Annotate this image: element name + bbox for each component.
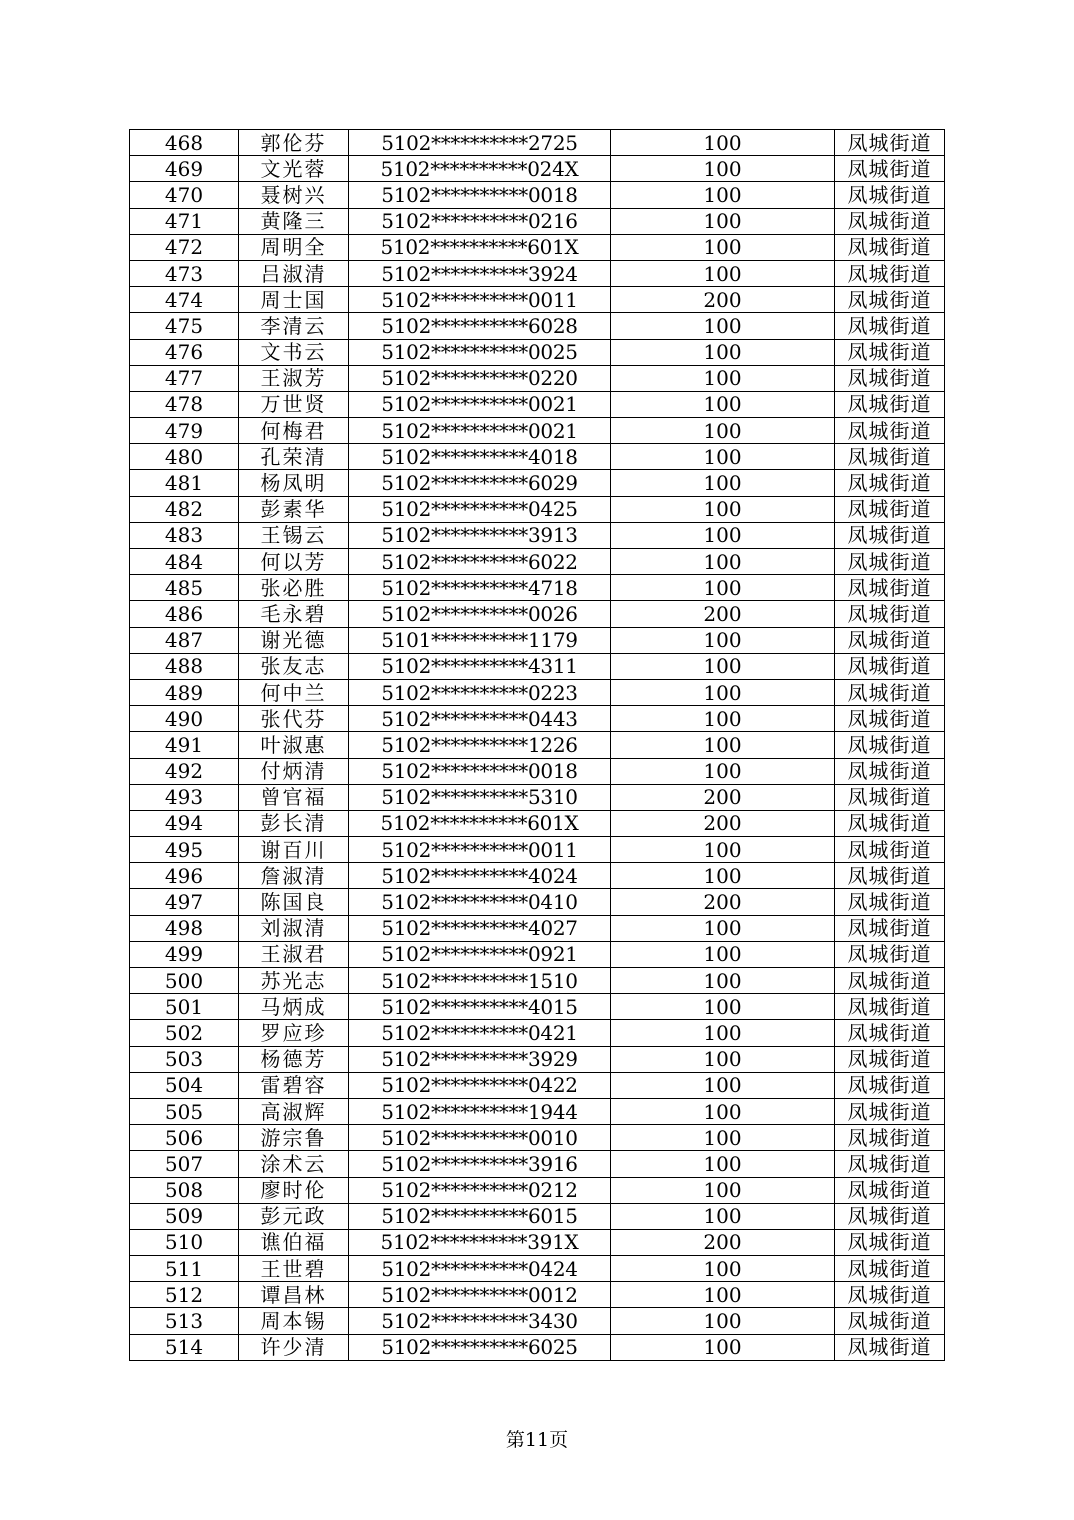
table-row [130, 1020, 945, 1046]
id-number-cell: 5102**********1944 [349, 1098, 611, 1124]
table-row [130, 1229, 945, 1255]
id-number-cell: 5102**********0011 [349, 287, 611, 313]
name-cell: 廖时伦 [239, 1177, 349, 1203]
table-row [130, 549, 945, 575]
name-cell: 聂树兴 [239, 182, 349, 208]
area-cell: 凤城街道 [835, 549, 945, 575]
table-row [130, 470, 945, 496]
name-cell: 游宗鲁 [239, 1125, 349, 1151]
area-cell: 凤城街道 [835, 287, 945, 313]
amount-cell: 100 [611, 941, 835, 967]
page-number: 第11页 [505, 1429, 569, 1451]
table-row [130, 915, 945, 941]
amount-cell: 200 [611, 889, 835, 915]
id-number-cell: 5102**********0410 [349, 889, 611, 915]
table-row [130, 1177, 945, 1203]
name-cell: 张代芬 [239, 706, 349, 732]
row-number-cell: 495 [130, 837, 239, 863]
id-number-cell: 5102**********0220 [349, 365, 611, 391]
area-cell: 凤城街道 [835, 234, 945, 260]
id-number-cell: 5102**********0025 [349, 339, 611, 365]
name-cell: 马炳成 [239, 994, 349, 1020]
name-cell: 杨凤明 [239, 470, 349, 496]
area-cell: 凤城街道 [835, 968, 945, 994]
amount-cell: 100 [611, 1177, 835, 1203]
amount-cell: 100 [611, 653, 835, 679]
name-cell: 张必胜 [239, 575, 349, 601]
area-cell: 凤城街道 [835, 706, 945, 732]
amount-cell: 100 [611, 549, 835, 575]
id-number-cell: 5102**********601X [349, 234, 611, 260]
id-number-cell: 5102**********0018 [349, 758, 611, 784]
amount-cell: 100 [611, 1203, 835, 1229]
table-row [130, 575, 945, 601]
area-cell: 凤城街道 [835, 313, 945, 339]
name-cell: 周本锡 [239, 1308, 349, 1334]
table-row [130, 260, 945, 286]
amount-cell: 100 [611, 968, 835, 994]
row-number-cell: 470 [130, 182, 239, 208]
amount-cell: 100 [611, 1334, 835, 1360]
table-row [130, 863, 945, 889]
id-number-cell: 5102**********0010 [349, 1125, 611, 1151]
id-number-cell: 5102**********0425 [349, 496, 611, 522]
amount-cell: 100 [611, 1020, 835, 1046]
table-row [130, 444, 945, 470]
name-cell: 彭素华 [239, 496, 349, 522]
row-number-cell: 506 [130, 1125, 239, 1151]
name-cell: 刘淑清 [239, 915, 349, 941]
name-cell: 周士国 [239, 287, 349, 313]
name-cell: 李清云 [239, 313, 349, 339]
row-number-cell: 496 [130, 863, 239, 889]
name-cell: 王淑君 [239, 941, 349, 967]
id-number-cell: 5102**********0021 [349, 391, 611, 417]
id-number-cell: 5102**********4015 [349, 994, 611, 1020]
id-number-cell: 5102**********3430 [349, 1308, 611, 1334]
area-cell: 凤城街道 [835, 444, 945, 470]
id-number-cell: 5102**********0012 [349, 1282, 611, 1308]
amount-cell: 100 [611, 418, 835, 444]
row-number-cell: 477 [130, 365, 239, 391]
row-number-cell: 509 [130, 1203, 239, 1229]
name-cell: 郭伦芬 [239, 130, 349, 156]
id-number-cell: 5102**********1226 [349, 732, 611, 758]
id-number-cell: 5102**********6029 [349, 470, 611, 496]
name-cell: 周明全 [239, 234, 349, 260]
area-cell: 凤城街道 [835, 758, 945, 784]
row-number-cell: 511 [130, 1256, 239, 1282]
table-row [130, 1098, 945, 1124]
name-cell: 谢光德 [239, 627, 349, 653]
area-cell: 凤城街道 [835, 156, 945, 182]
id-number-cell: 5102**********6028 [349, 313, 611, 339]
name-cell: 何中兰 [239, 679, 349, 705]
name-cell: 詹淑清 [239, 863, 349, 889]
area-cell: 凤城街道 [835, 522, 945, 548]
id-number-cell: 5102**********3913 [349, 522, 611, 548]
row-number-cell: 484 [130, 549, 239, 575]
row-number-cell: 486 [130, 601, 239, 627]
row-number-cell: 482 [130, 496, 239, 522]
id-number-cell: 5102**********3929 [349, 1046, 611, 1072]
amount-cell: 100 [611, 1256, 835, 1282]
name-cell: 张友志 [239, 653, 349, 679]
name-cell: 罗应珍 [239, 1020, 349, 1046]
row-number-cell: 493 [130, 784, 239, 810]
name-cell: 付炳清 [239, 758, 349, 784]
amount-cell: 100 [611, 706, 835, 732]
area-cell: 凤城街道 [835, 182, 945, 208]
area-cell: 凤城街道 [835, 915, 945, 941]
table-row [130, 391, 945, 417]
amount-cell: 100 [611, 863, 835, 889]
name-cell: 杨德芳 [239, 1046, 349, 1072]
area-cell: 凤城街道 [835, 1203, 945, 1229]
name-cell: 吕淑清 [239, 260, 349, 286]
name-cell: 曾官福 [239, 784, 349, 810]
table-row [130, 234, 945, 260]
table-row [130, 365, 945, 391]
row-number-cell: 504 [130, 1072, 239, 1098]
amount-cell: 100 [611, 1072, 835, 1098]
name-cell: 许少清 [239, 1334, 349, 1360]
row-number-cell: 472 [130, 234, 239, 260]
area-cell: 凤城街道 [835, 391, 945, 417]
name-cell: 雷碧容 [239, 1072, 349, 1098]
name-cell: 苏光志 [239, 968, 349, 994]
area-cell: 凤城街道 [835, 627, 945, 653]
amount-cell: 100 [611, 260, 835, 286]
id-number-cell: 5102**********4027 [349, 915, 611, 941]
name-cell: 涂术云 [239, 1151, 349, 1177]
id-number-cell: 5102**********024X [349, 156, 611, 182]
row-number-cell: 502 [130, 1020, 239, 1046]
table-row [130, 1072, 945, 1098]
amount-cell: 100 [611, 1046, 835, 1072]
row-number-cell: 476 [130, 339, 239, 365]
area-cell: 凤城街道 [835, 1229, 945, 1255]
amount-cell: 100 [611, 182, 835, 208]
area-cell: 凤城街道 [835, 994, 945, 1020]
area-cell: 凤城街道 [835, 1308, 945, 1334]
table-row [130, 522, 945, 548]
id-number-cell: 5102**********4024 [349, 863, 611, 889]
table-row [130, 601, 945, 627]
table-row [130, 1151, 945, 1177]
row-number-cell: 514 [130, 1334, 239, 1360]
area-cell: 凤城街道 [835, 1046, 945, 1072]
name-cell: 王世碧 [239, 1256, 349, 1282]
name-cell: 高淑辉 [239, 1098, 349, 1124]
name-cell: 叶淑惠 [239, 732, 349, 758]
amount-cell: 100 [611, 679, 835, 705]
row-number-cell: 479 [130, 418, 239, 444]
row-number-cell: 483 [130, 522, 239, 548]
table-row [130, 732, 945, 758]
amount-cell: 100 [611, 444, 835, 470]
id-number-cell: 5102**********4311 [349, 653, 611, 679]
name-cell: 谭昌林 [239, 1282, 349, 1308]
amount-cell: 100 [611, 365, 835, 391]
amount-cell: 100 [611, 1308, 835, 1334]
id-number-cell: 5102**********391X [349, 1229, 611, 1255]
row-number-cell: 469 [130, 156, 239, 182]
area-cell: 凤城街道 [835, 496, 945, 522]
row-number-cell: 499 [130, 941, 239, 967]
table-row [130, 653, 945, 679]
table-row [130, 941, 945, 967]
amount-cell: 100 [611, 339, 835, 365]
amount-cell: 100 [611, 1098, 835, 1124]
area-cell: 凤城街道 [835, 260, 945, 286]
row-number-cell: 488 [130, 653, 239, 679]
table-row [130, 837, 945, 863]
id-number-cell: 5102**********6015 [349, 1203, 611, 1229]
area-cell: 凤城街道 [835, 1151, 945, 1177]
table-row [130, 339, 945, 365]
id-number-cell: 5102**********0921 [349, 941, 611, 967]
id-number-cell: 5102**********1510 [349, 968, 611, 994]
amount-cell: 100 [611, 915, 835, 941]
area-cell: 凤城街道 [835, 470, 945, 496]
name-cell: 彭元政 [239, 1203, 349, 1229]
table-row [130, 1256, 945, 1282]
area-cell: 凤城街道 [835, 601, 945, 627]
amount-cell: 100 [611, 1125, 835, 1151]
name-cell: 黄隆三 [239, 208, 349, 234]
row-number-cell: 485 [130, 575, 239, 601]
name-cell: 陈国良 [239, 889, 349, 915]
row-number-cell: 501 [130, 994, 239, 1020]
row-number-cell: 503 [130, 1046, 239, 1072]
area-cell: 凤城街道 [835, 208, 945, 234]
row-number-cell: 490 [130, 706, 239, 732]
area-cell: 凤城街道 [835, 732, 945, 758]
area-cell: 凤城街道 [835, 1125, 945, 1151]
row-number-cell: 500 [130, 968, 239, 994]
area-cell: 凤城街道 [835, 653, 945, 679]
name-cell: 何梅君 [239, 418, 349, 444]
row-number-cell: 474 [130, 287, 239, 313]
table-row [130, 156, 945, 182]
amount-cell: 100 [611, 234, 835, 260]
id-number-cell: 5102**********0018 [349, 182, 611, 208]
amount-cell: 100 [611, 994, 835, 1020]
table-row [130, 1334, 945, 1360]
area-cell: 凤城街道 [835, 1072, 945, 1098]
table-row [130, 418, 945, 444]
table-row [130, 496, 945, 522]
name-cell: 何以芳 [239, 549, 349, 575]
row-number-cell: 468 [130, 130, 239, 156]
id-number-cell: 5102**********4018 [349, 444, 611, 470]
amount-cell: 100 [611, 313, 835, 339]
id-number-cell: 5102**********0223 [349, 679, 611, 705]
amount-cell: 200 [611, 810, 835, 836]
row-number-cell: 510 [130, 1229, 239, 1255]
row-number-cell: 497 [130, 889, 239, 915]
row-number-cell: 498 [130, 915, 239, 941]
table-row [130, 889, 945, 915]
area-cell: 凤城街道 [835, 837, 945, 863]
row-number-cell: 512 [130, 1282, 239, 1308]
area-cell: 凤城街道 [835, 941, 945, 967]
name-cell: 王淑芳 [239, 365, 349, 391]
amount-cell: 200 [611, 287, 835, 313]
table-row [130, 313, 945, 339]
area-cell: 凤城街道 [835, 339, 945, 365]
amount-cell: 100 [611, 1151, 835, 1177]
area-cell: 凤城街道 [835, 1020, 945, 1046]
id-number-cell: 5102**********3916 [349, 1151, 611, 1177]
name-cell: 毛永碧 [239, 601, 349, 627]
row-number-cell: 471 [130, 208, 239, 234]
row-number-cell: 491 [130, 732, 239, 758]
name-cell: 彭长清 [239, 810, 349, 836]
id-number-cell: 5102**********0021 [349, 418, 611, 444]
id-number-cell: 5102**********6022 [349, 549, 611, 575]
id-number-cell: 5101**********1179 [349, 627, 611, 653]
amount-cell: 100 [611, 732, 835, 758]
table-row [130, 810, 945, 836]
table-row [130, 208, 945, 234]
amount-cell: 100 [611, 758, 835, 784]
roster-table [129, 129, 945, 1361]
row-number-cell: 489 [130, 679, 239, 705]
area-cell: 凤城街道 [835, 679, 945, 705]
table-row [130, 679, 945, 705]
amount-cell: 200 [611, 1229, 835, 1255]
row-number-cell: 481 [130, 470, 239, 496]
area-cell: 凤城街道 [835, 784, 945, 810]
table-row [130, 627, 945, 653]
row-number-cell: 494 [130, 810, 239, 836]
id-number-cell: 5102**********3924 [349, 260, 611, 286]
name-cell: 王锡云 [239, 522, 349, 548]
name-cell: 文光蓉 [239, 156, 349, 182]
id-number-cell: 5102**********0422 [349, 1072, 611, 1098]
id-number-cell: 5102**********601X [349, 810, 611, 836]
table-row [130, 1282, 945, 1308]
name-cell: 孔荣清 [239, 444, 349, 470]
amount-cell: 100 [611, 130, 835, 156]
table-row [130, 968, 945, 994]
row-number-cell: 492 [130, 758, 239, 784]
row-number-cell: 475 [130, 313, 239, 339]
amount-cell: 200 [611, 601, 835, 627]
table-row [130, 287, 945, 313]
id-number-cell: 5102**********4718 [349, 575, 611, 601]
amount-cell: 100 [611, 1282, 835, 1308]
table-row [130, 1203, 945, 1229]
area-cell: 凤城街道 [835, 1098, 945, 1124]
id-number-cell: 5102**********0424 [349, 1256, 611, 1282]
amount-cell: 100 [611, 156, 835, 182]
amount-cell: 100 [611, 470, 835, 496]
name-cell: 文书云 [239, 339, 349, 365]
table-row [130, 130, 945, 156]
table-row [130, 706, 945, 732]
area-cell: 凤城街道 [835, 1256, 945, 1282]
area-cell: 凤城街道 [835, 365, 945, 391]
id-number-cell: 5102**********2725 [349, 130, 611, 156]
area-cell: 凤城街道 [835, 889, 945, 915]
id-number-cell: 5102**********5310 [349, 784, 611, 810]
amount-cell: 100 [611, 208, 835, 234]
amount-cell: 100 [611, 575, 835, 601]
amount-cell: 100 [611, 496, 835, 522]
amount-cell: 100 [611, 391, 835, 417]
name-cell: 谯伯福 [239, 1229, 349, 1255]
table-row [130, 182, 945, 208]
row-number-cell: 508 [130, 1177, 239, 1203]
row-number-cell: 478 [130, 391, 239, 417]
id-number-cell: 5102**********6025 [349, 1334, 611, 1360]
area-cell: 凤城街道 [835, 1334, 945, 1360]
table-row [130, 1046, 945, 1072]
row-number-cell: 507 [130, 1151, 239, 1177]
area-cell: 凤城街道 [835, 575, 945, 601]
name-cell: 谢百川 [239, 837, 349, 863]
row-number-cell: 513 [130, 1308, 239, 1334]
table-row [130, 784, 945, 810]
id-number-cell: 5102**********0026 [349, 601, 611, 627]
id-number-cell: 5102**********0443 [349, 706, 611, 732]
roster-table-body [130, 130, 945, 1361]
area-cell: 凤城街道 [835, 418, 945, 444]
table-row [130, 994, 945, 1020]
amount-cell: 100 [611, 627, 835, 653]
area-cell: 凤城街道 [835, 1282, 945, 1308]
area-cell: 凤城街道 [835, 863, 945, 889]
table-row [130, 1125, 945, 1151]
amount-cell: 100 [611, 522, 835, 548]
amount-cell: 100 [611, 837, 835, 863]
id-number-cell: 5102**********0011 [349, 837, 611, 863]
row-number-cell: 480 [130, 444, 239, 470]
area-cell: 凤城街道 [835, 1177, 945, 1203]
table-row [130, 1308, 945, 1334]
row-number-cell: 473 [130, 260, 239, 286]
area-cell: 凤城街道 [835, 130, 945, 156]
area-cell: 凤城街道 [835, 810, 945, 836]
row-number-cell: 505 [130, 1098, 239, 1124]
amount-cell: 200 [611, 784, 835, 810]
id-number-cell: 5102**********0212 [349, 1177, 611, 1203]
row-number-cell: 487 [130, 627, 239, 653]
id-number-cell: 5102**********0216 [349, 208, 611, 234]
id-number-cell: 5102**********0421 [349, 1020, 611, 1046]
table-row [130, 758, 945, 784]
name-cell: 万世贤 [239, 391, 349, 417]
